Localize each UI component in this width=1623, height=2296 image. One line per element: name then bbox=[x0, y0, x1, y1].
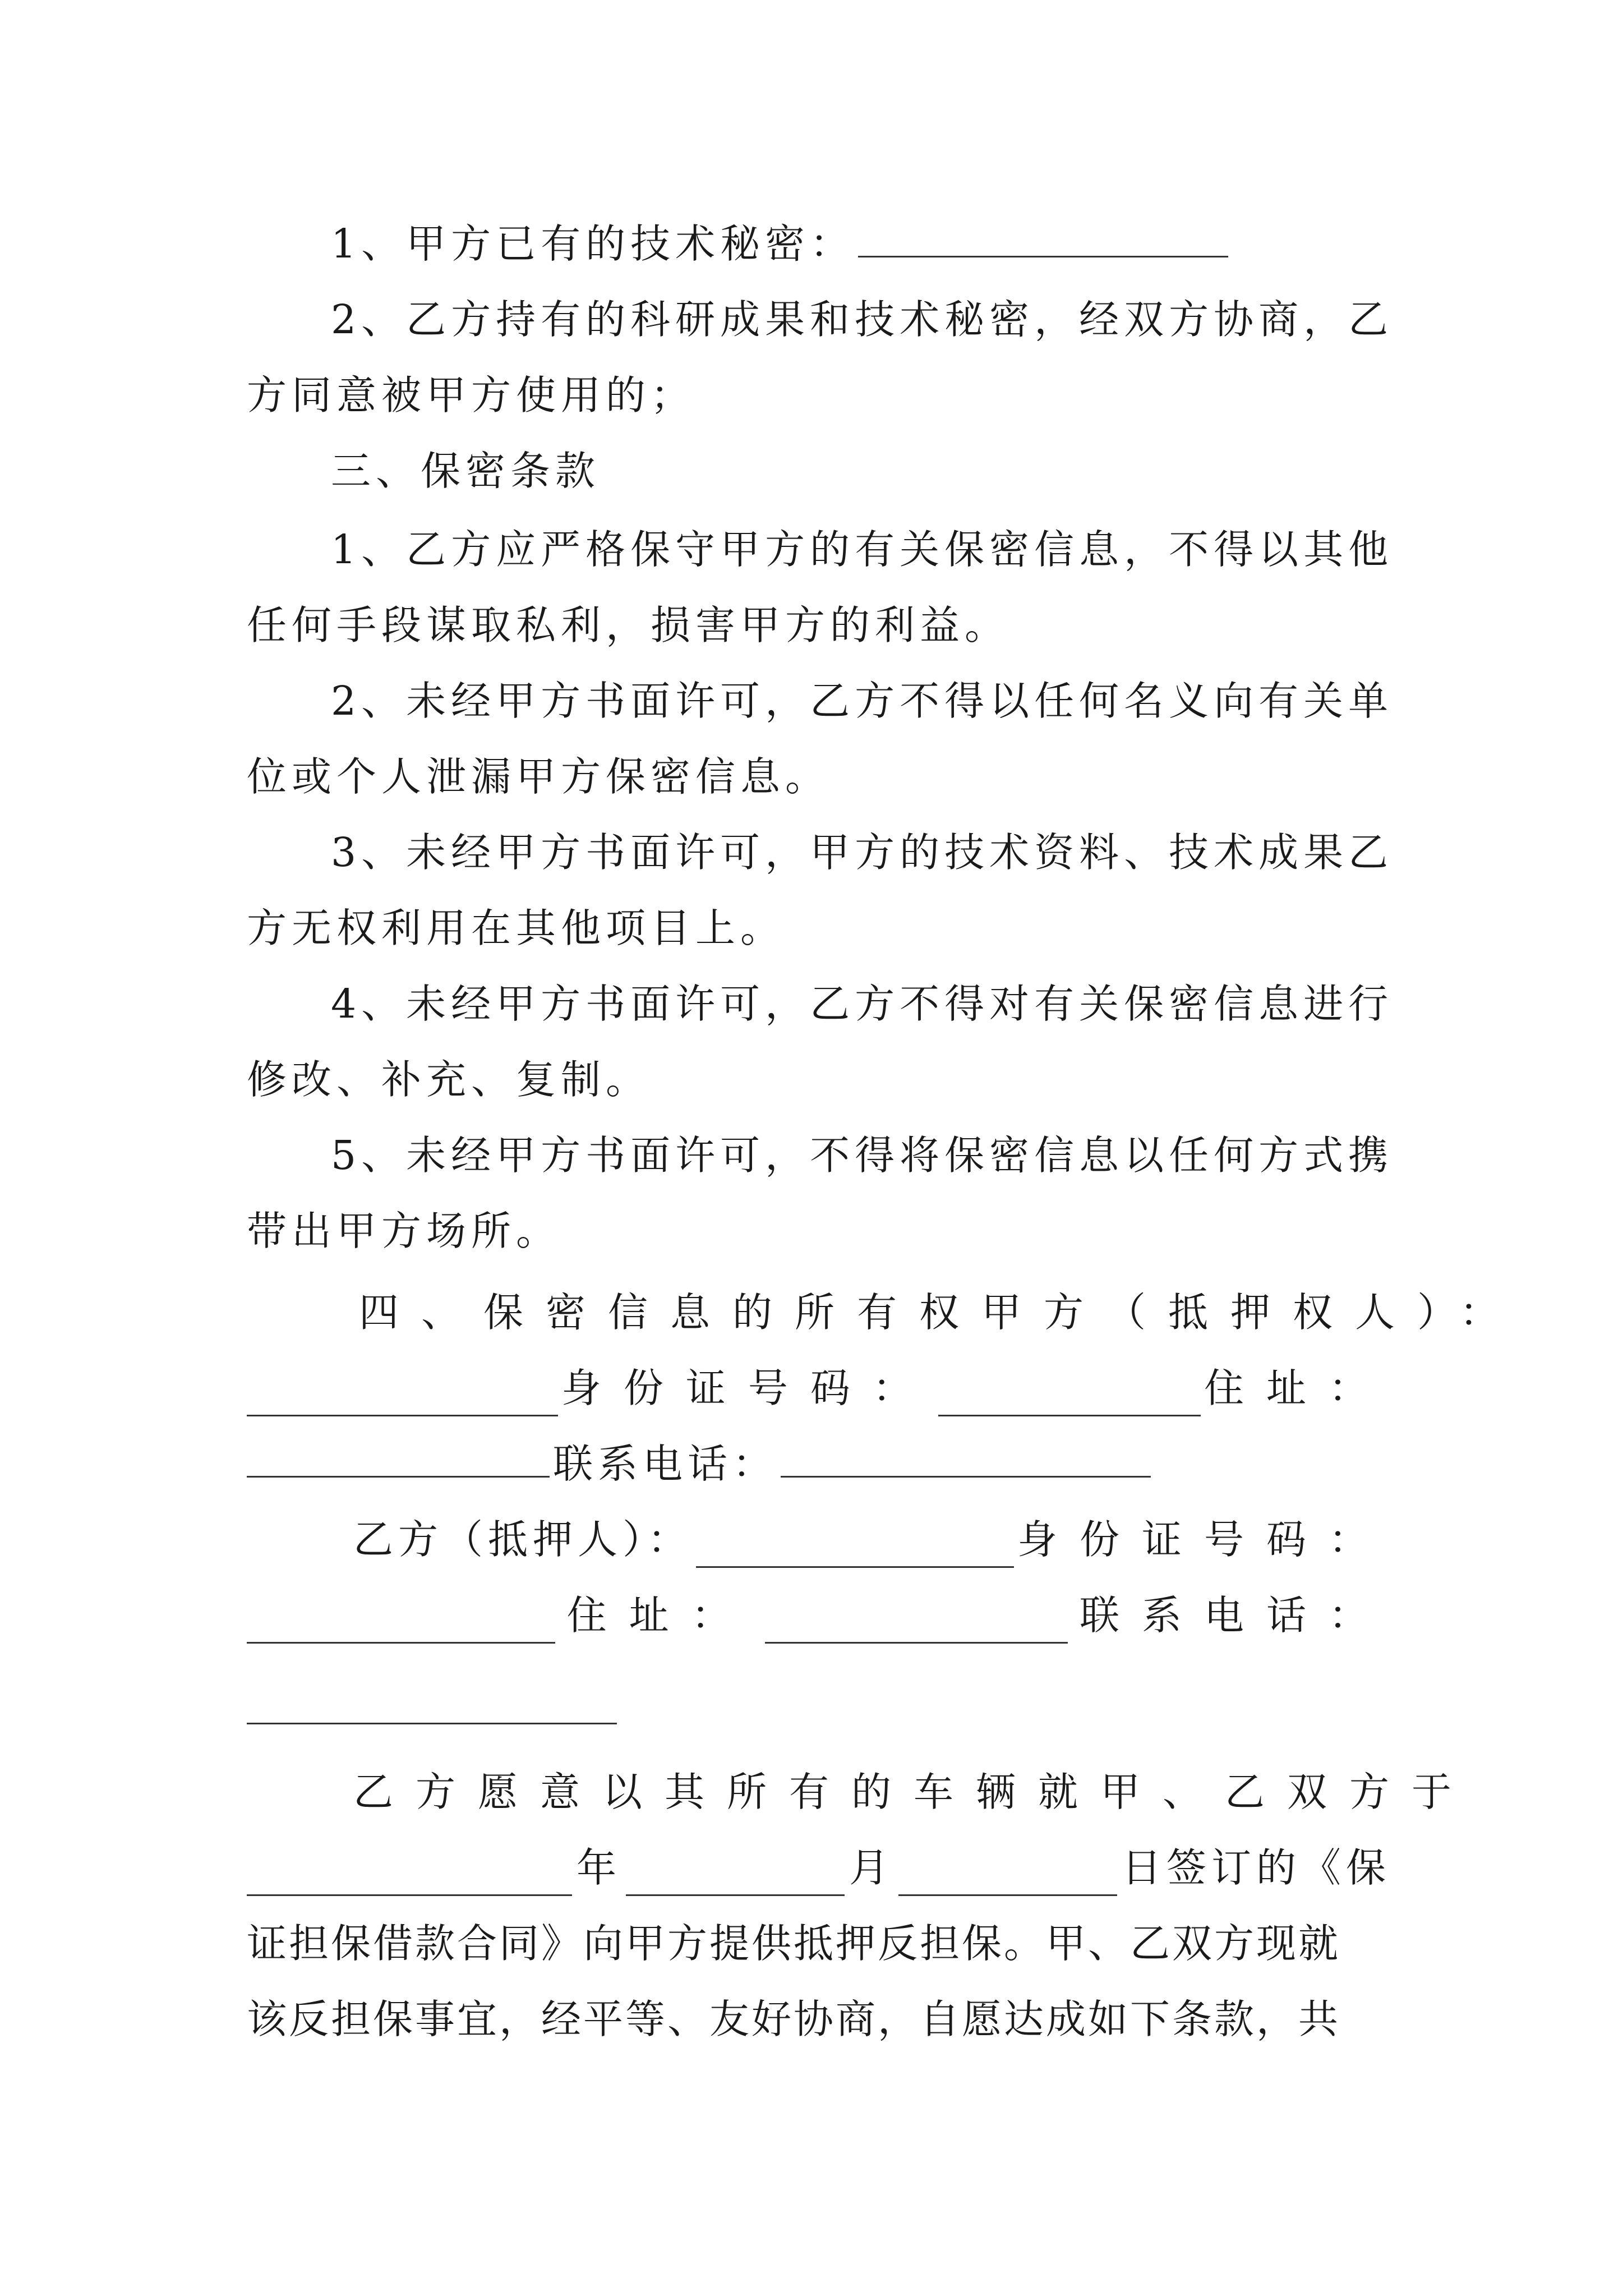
clause-text: 3、未经甲方书面许可，甲方的技术资料、技术成果乙 bbox=[331, 829, 1394, 876]
party-a-address-blank[interactable] bbox=[247, 1437, 550, 1478]
address-label: 住址： bbox=[1204, 1365, 1391, 1411]
intro-text: 乙方愿意以其所有的车辆就甲、乙双方于 bbox=[353, 1769, 1474, 1815]
heading-text: 四、保密信息的所有权甲方（抵押权人）： bbox=[359, 1289, 1522, 1336]
clause-line bbox=[247, 900, 1391, 956]
intro-line bbox=[247, 1991, 1391, 2047]
date-row bbox=[247, 1840, 1391, 1896]
section-heading bbox=[247, 1285, 1522, 1341]
month-label: 月 bbox=[849, 1844, 894, 1891]
clause-text: 2、未经甲方书面许可，乙方不得以任何名义向有关单 bbox=[331, 678, 1394, 724]
clause-text: 1、乙方应严格保守甲方的有关保密信息，不得以其他 bbox=[331, 526, 1394, 573]
clause-line bbox=[247, 673, 1394, 729]
clause-text: 5、未经甲方书面许可，不得将保密信息以任何方式携 bbox=[331, 1132, 1394, 1179]
clause-text: 任何手段谋取私利，损害甲方的利益。 bbox=[247, 602, 1010, 648]
clause-line bbox=[247, 976, 1394, 1032]
clause-text: 4、未经甲方书面许可，乙方不得对有关保密信息进行 bbox=[331, 981, 1394, 1027]
year-blank[interactable] bbox=[247, 1855, 572, 1896]
party-b-address-blank[interactable] bbox=[765, 1603, 1068, 1644]
clause-line bbox=[247, 1203, 1391, 1259]
party-b-id-blank[interactable] bbox=[247, 1603, 555, 1644]
heading-text: 三、保密条款 bbox=[331, 448, 601, 494]
clause-text: 位或个人泄漏甲方保密信息。 bbox=[247, 753, 831, 800]
clause-line bbox=[247, 597, 1391, 654]
party-b-address-row bbox=[247, 1588, 1391, 1644]
phone-label: 联系电话： bbox=[553, 1441, 778, 1487]
section-heading bbox=[247, 443, 1391, 499]
clause-line bbox=[247, 1128, 1394, 1184]
party-b-row bbox=[247, 1512, 1391, 1568]
clause-line bbox=[247, 522, 1394, 578]
paragraph-existing-secrets bbox=[247, 216, 1391, 272]
id-label: 身份证号码： bbox=[1017, 1516, 1391, 1563]
clause-text: 修改、补充、复制。 bbox=[247, 1056, 651, 1103]
intro-line bbox=[247, 1764, 1474, 1820]
fill-in-blank[interactable] bbox=[858, 217, 1228, 257]
intro-line bbox=[247, 1916, 1391, 1972]
paragraph-text: 方同意被甲方使用的； bbox=[247, 372, 696, 418]
phone-label: 联系电话： bbox=[1079, 1592, 1391, 1639]
party-a-name-blank[interactable] bbox=[247, 1375, 558, 1416]
party-b-phone-blank[interactable] bbox=[247, 1683, 617, 1724]
id-label: 身份证号码： bbox=[561, 1365, 935, 1411]
party-b-label: 乙方（抵押人）： bbox=[353, 1516, 693, 1563]
intro-text: 该反担保事宜，经平等、友好协商，自愿达成如下条款，共 bbox=[247, 1996, 1341, 2042]
clause-text: 带出甲方场所。 bbox=[247, 1208, 561, 1254]
clause-line bbox=[247, 749, 1391, 805]
party-b-phone-row bbox=[247, 1683, 1391, 1739]
paragraph-text: 2、乙方持有的科研成果和技术秘密，经双方协商，乙 bbox=[331, 296, 1394, 343]
clause-line bbox=[247, 1052, 1391, 1108]
month-blank[interactable] bbox=[626, 1855, 845, 1896]
party-a-id-row bbox=[247, 1360, 1391, 1416]
day-label: 日签订的《保 bbox=[1121, 1844, 1391, 1891]
year-label: 年 bbox=[576, 1844, 621, 1891]
clause-text: 方无权利用在其他项目上。 bbox=[247, 905, 786, 951]
paragraph-line bbox=[247, 367, 1391, 424]
party-b-name-blank[interactable] bbox=[696, 1527, 1014, 1568]
party-a-phone-blank[interactable] bbox=[781, 1437, 1151, 1478]
party-a-id-blank[interactable] bbox=[938, 1375, 1201, 1416]
party-a-phone-row bbox=[247, 1436, 1391, 1492]
clause-line bbox=[247, 825, 1394, 881]
day-blank[interactable] bbox=[898, 1855, 1117, 1896]
paragraph-text: 1、甲方已有的技术秘密： bbox=[331, 220, 855, 267]
paragraph-line bbox=[247, 292, 1394, 348]
intro-text: 证担保借款合同》向甲方提供抵押反担保。甲、乙双方现就 bbox=[247, 1920, 1341, 1967]
address-label: 住址： bbox=[566, 1592, 754, 1639]
